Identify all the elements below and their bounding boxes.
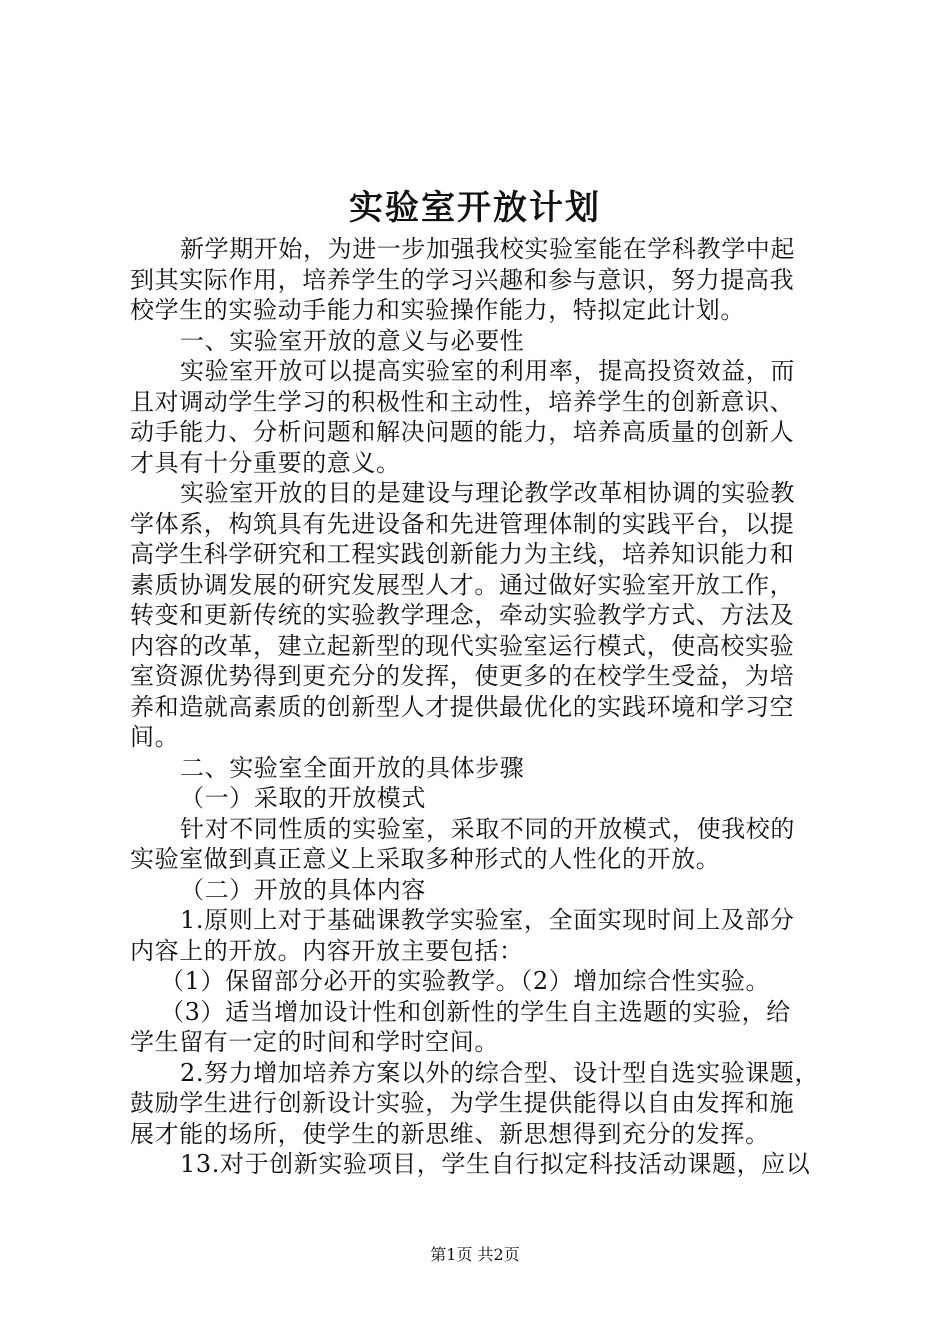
- text-line: （一）采取的开放模式: [180, 784, 426, 812]
- text-line: 到其实际作用，培养学生的学习兴趣和参与意识，努力提高我: [130, 265, 795, 294]
- text-line: 针对不同性质的实验室，采取不同的开放模式，使我校的: [180, 814, 795, 843]
- text-line: 动手能力、分析问题和解决问题的能力，培养高质量的创新人: [130, 418, 795, 446]
- text-line: 才具有十分重要的意义。: [130, 448, 401, 477]
- text-line: 展才能的场所，使学生的新思维、新思想得到充分的发挥。: [130, 1119, 770, 1148]
- text-line: 实验室做到真正意义上采取多种形式的人性化的开放。: [130, 845, 721, 873]
- text-line: 转变和更新传统的实验教学理念，牵动实验教学方式、方法及: [130, 601, 795, 629]
- text-line: 一、实验室开放的意义与必要性: [180, 326, 525, 355]
- text-line: （1）保留部分必开的实验教学。（2）增加综合性实验。: [160, 967, 771, 995]
- text-line: 且对调动学生学习的积极性和主动性，培养学生的创新意识、: [130, 387, 795, 416]
- text-line: 13.对于创新实验项目，学生自行拟定科技活动课题，应以: [180, 1150, 811, 1178]
- text-line: （3）适当增加设计性和创新性的学生自主选题的实验，给: [160, 997, 791, 1026]
- text-line: 素质协调发展的研究发展型人才。通过做好实验室开放工作，: [130, 570, 795, 599]
- text-line: （二）开放的具体内容: [180, 875, 426, 904]
- text-line: 内容上的开放。内容开放主要包括：: [130, 936, 524, 965]
- text-line: 实验室开放的目的是建设与理论教学改革相协调的实验教: [180, 479, 795, 507]
- text-line: 实验室开放可以提高实验室的利用率，提高投资效益，而: [180, 357, 795, 385]
- text-line: 高学生科学研究和工程实践创新能力为主线，培养知识能力和: [130, 540, 795, 568]
- document-body: [130, 234, 832, 1180]
- text-line: 校学生的实验动手能力和实验操作能力，特拟定此计划。: [130, 296, 745, 324]
- page-footer: 第1页 共2页: [430, 1245, 520, 1264]
- document-title: 实验室开放计划: [349, 188, 601, 228]
- text-line: 内容的改革，建立起新型的现代实验室运行模式，使高校实验: [130, 631, 795, 660]
- text-line: 室资源优势得到更充分的发挥，使更多的在校学生受益，为培: [130, 662, 795, 690]
- text-line: 1.原则上对于基础课教学实验室，全面实现时间上及部分: [180, 906, 795, 934]
- text-line: 二、实验室全面开放的具体步骤: [180, 753, 525, 782]
- text-line: 新学期开始，为进一步加强我校实验室能在学科教学中起: [180, 235, 795, 263]
- text-line: 2.努力增加培养方案以外的综合型、设计型自选实验课题，: [180, 1058, 820, 1087]
- text-line: 鼓励学生进行创新设计实验，为学生提供能得以自由发挥和施: [130, 1089, 795, 1117]
- text-line: 学生留有一定的时间和学时空间。: [130, 1028, 499, 1056]
- text-line: 养和造就高素质的创新型人才提供最优化的实践环境和学习空: [130, 692, 795, 721]
- text-line: 学体系，构筑具有先进设备和先进管理体制的实践平台，以提: [130, 509, 795, 538]
- text-line: 间。: [130, 723, 180, 751]
